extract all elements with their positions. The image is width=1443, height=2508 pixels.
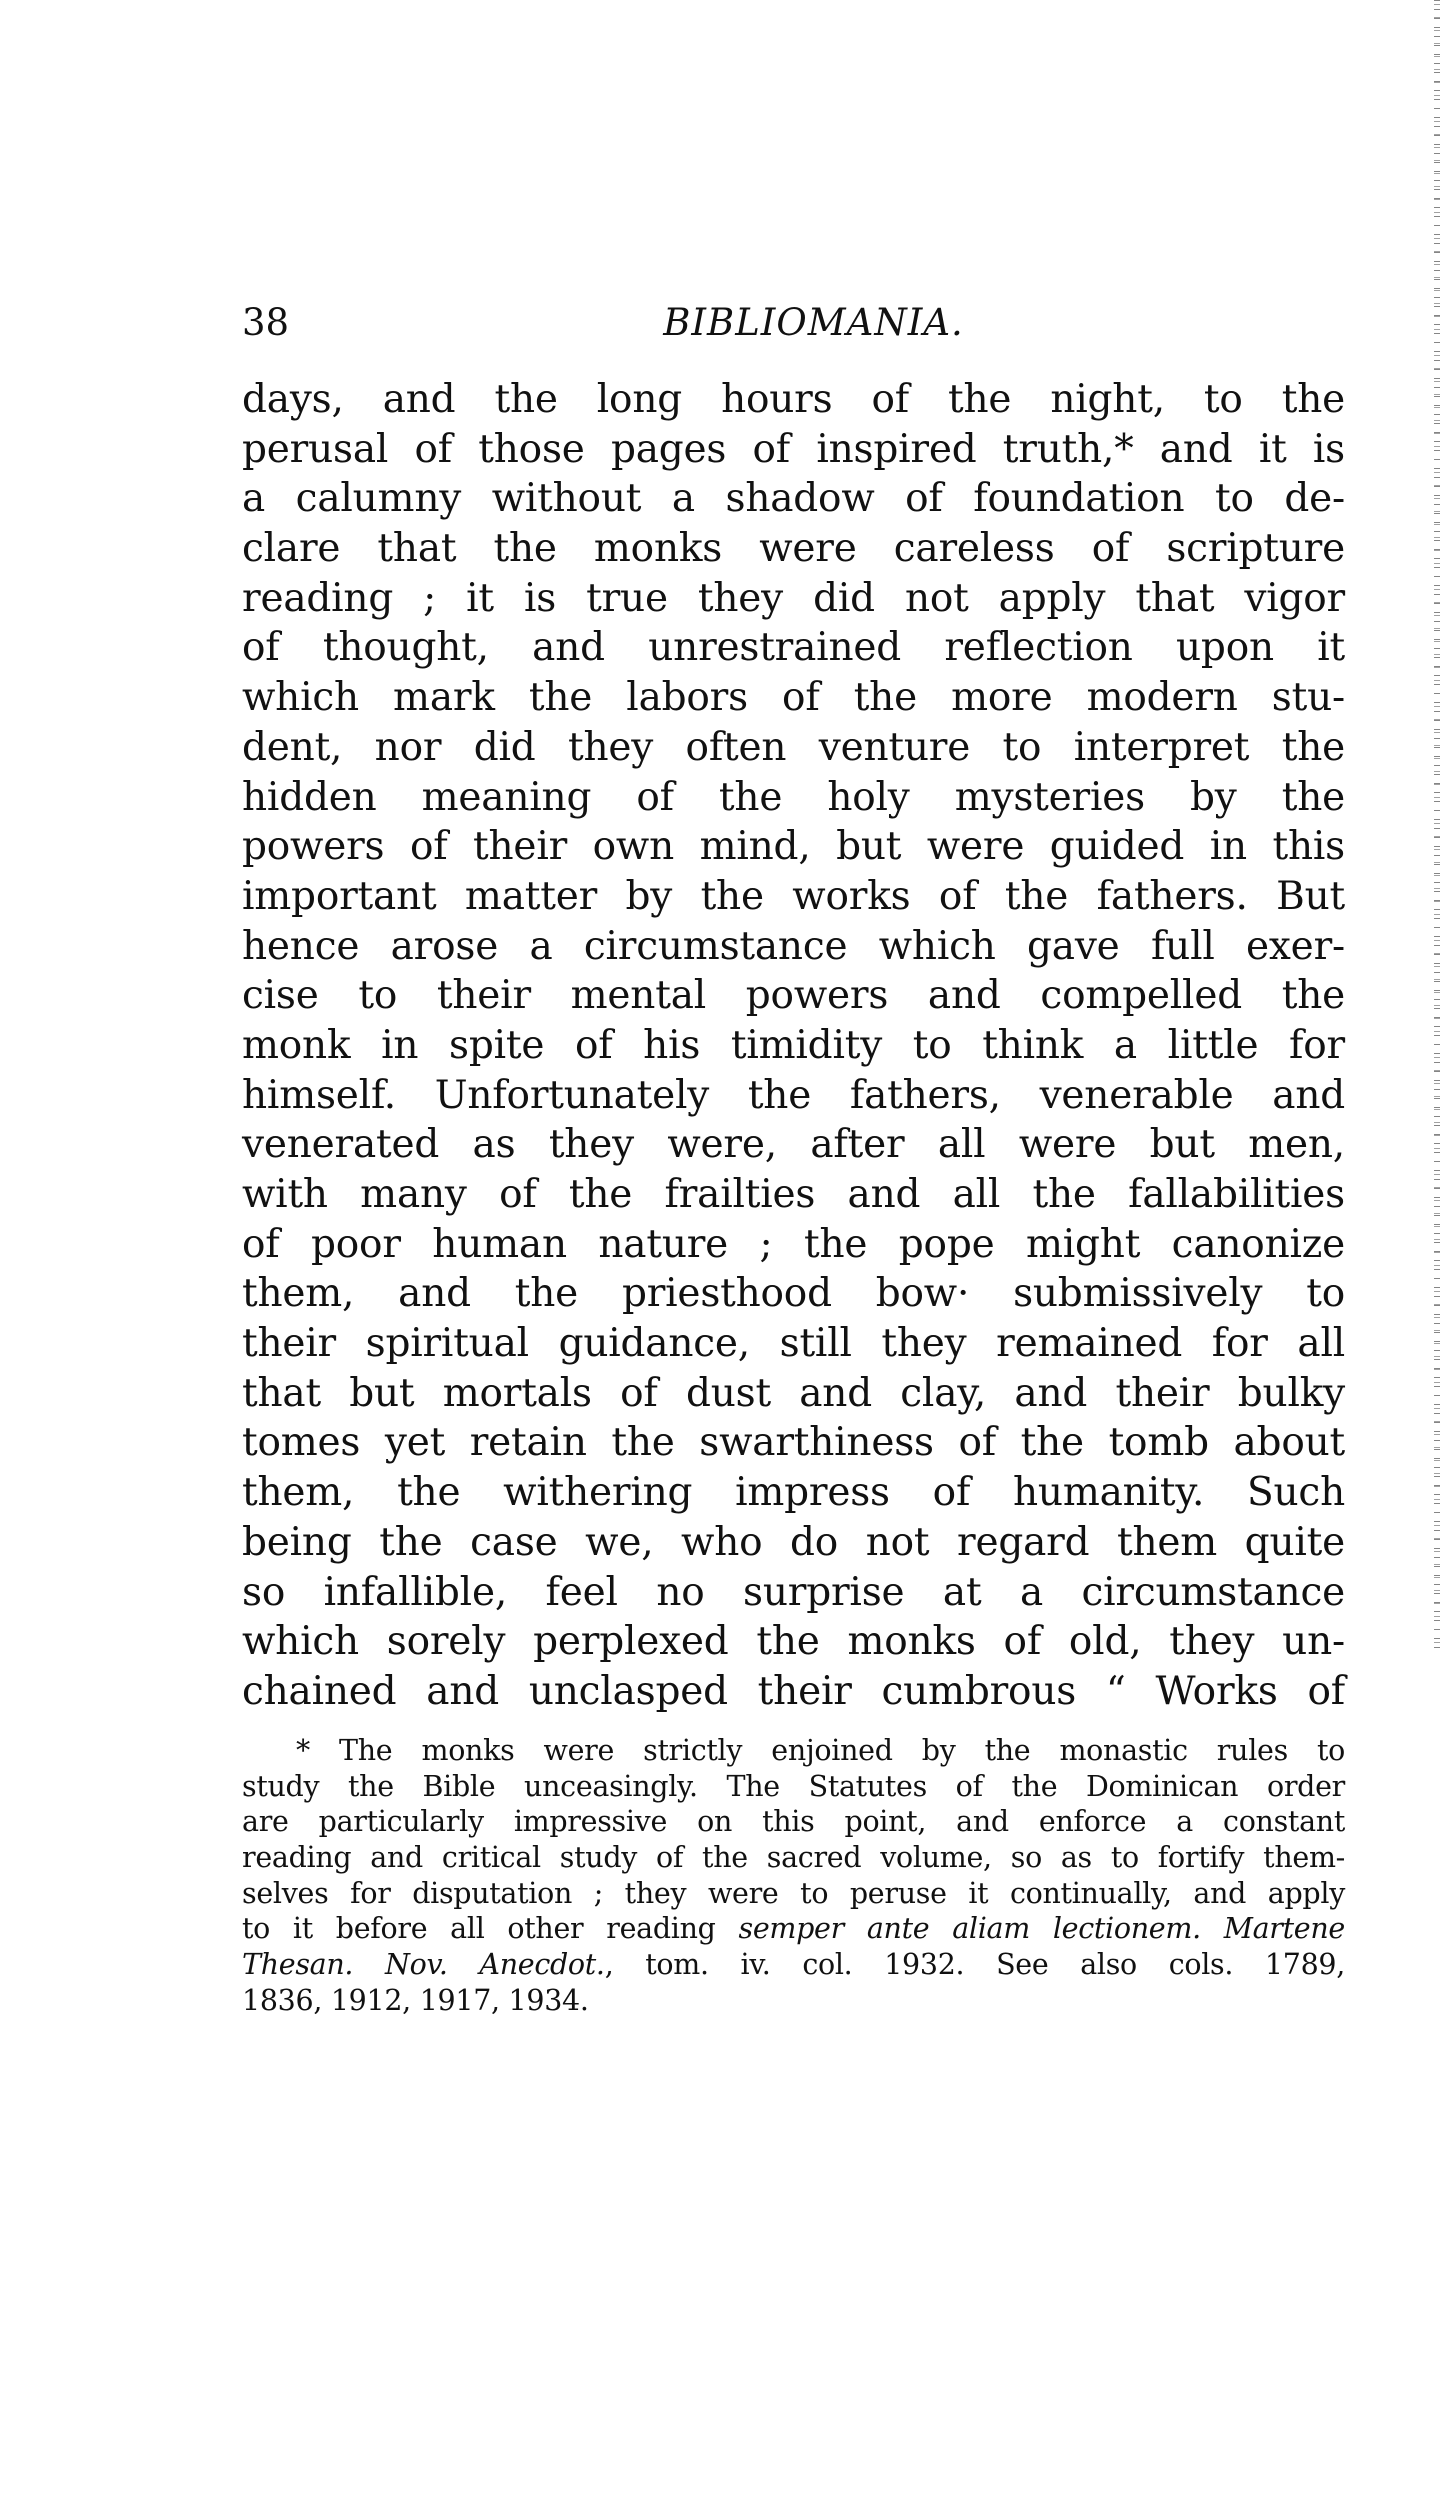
running-head (242, 298, 1345, 348)
text-line: reading ; it is true they did not apply that vigor (242, 575, 1345, 621)
scan-edge-artifact (1434, 0, 1440, 1650)
text-line: dent, nor did they often venture to interpret the (242, 724, 1345, 770)
text-line: perusal of those pages of inspired truth,* and it is (242, 426, 1345, 472)
footnote-line: Thesan. Nov. Anecdot., tom. iv. col. 1932. See also cols. 1789, (242, 1948, 1345, 1982)
footnote-line: to it before all other reading semper ante aliam lectionem. Martene (242, 1912, 1345, 1946)
text-line: cise to their mental powers and compelled the (242, 973, 1345, 1019)
footnote-line: * The monks were strictly enjoined by the monastic rules to (296, 1734, 1345, 1767)
text-line: powers of their own mind, but were guided in this (242, 824, 1345, 870)
text-line: monk in spite of his timidity to think a little for (242, 1022, 1345, 1068)
text-line: being the case we, who do not regard them quite (242, 1519, 1345, 1565)
citation-title: Thesan. Nov. Anecdot. (242, 1948, 605, 1982)
text-line: chained and unclasped their cumbrous “ Works of (242, 1668, 1345, 1714)
latin-quote: semper ante aliam lectionem. (738, 1912, 1201, 1946)
text-line: that but mortals of dust and clay, and their bulky (242, 1370, 1345, 1416)
text-line: a calumny without a shadow of foundation to de- (242, 476, 1345, 522)
footnote-line: selves for disputation ; they were to peruse it continually, and apply (242, 1876, 1345, 1910)
text-line: so infallible, feel no surprise at a circumstance (242, 1569, 1345, 1615)
text-line: which mark the labors of the more modern stu- (242, 675, 1345, 721)
body-text (242, 375, 1345, 1717)
text-line: himself. Unfortunately the fathers, venerable and (242, 1072, 1345, 1118)
footnote-line: reading and critical study of the sacred volume, so as to fortify them- (242, 1841, 1345, 1875)
text-line: of poor human nature ; the pope might canonize (242, 1221, 1345, 1267)
text-line: clare that the monks were careless of scripture (242, 526, 1345, 572)
text-line: which sorely perplexed the monks of old, they un- (242, 1619, 1345, 1665)
page-number: 38 (242, 301, 290, 344)
citation-author: Martene (1223, 1912, 1345, 1946)
text-line: important matter by the works of the fathers. But (242, 873, 1345, 919)
footnote-line: 1836, 1912, 1917, 1934. (242, 1983, 589, 2017)
text-line: tomes yet retain the swarthiness of the tomb about (242, 1420, 1345, 1466)
text-line: them, and the priesthood bow· submissively to (242, 1271, 1345, 1317)
text-line: their spiritual guidance, still they remained for all (242, 1321, 1345, 1367)
text-line: hence arose a circumstance which gave full exer- (242, 923, 1345, 969)
footnote-line: study the Bible unceasingly. The Statutes of the Dominican order (242, 1769, 1345, 1803)
footnote-line: are particularly impressive on this point, and enforce a constant (242, 1805, 1345, 1839)
footnote-marker: * (296, 1734, 310, 1767)
text-line: with many of the frailties and all the fallabilities (242, 1172, 1345, 1217)
footnote (242, 1733, 1345, 2019)
running-title: BIBLIOMANIA. (663, 301, 964, 344)
text-line: hidden meaning of the holy mysteries by the (242, 774, 1345, 820)
text-line: of thought, and unrestrained reflection upon it (242, 625, 1345, 671)
text-line: them, the withering impress of humanity. Such (242, 1470, 1345, 1516)
text-line: venerated as they were, after all were but men, (242, 1122, 1345, 1168)
text-line: days, and the long hours of the night, to the (242, 377, 1345, 422)
